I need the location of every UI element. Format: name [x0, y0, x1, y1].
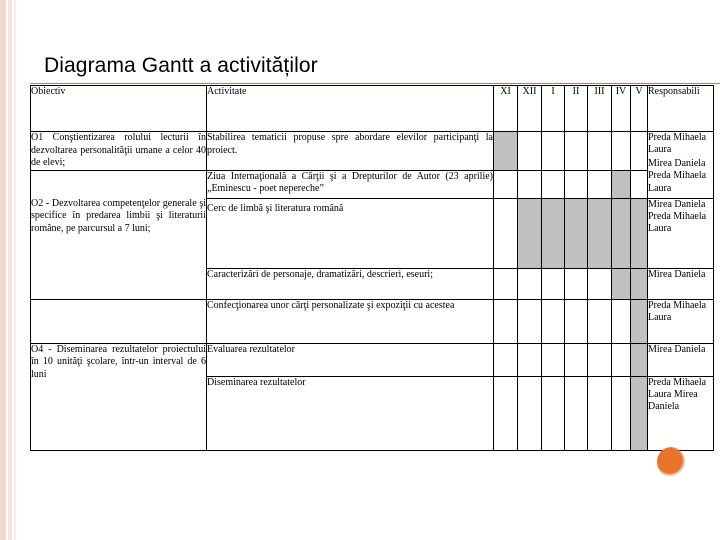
month-cell	[612, 170, 631, 198]
month-cell	[588, 132, 612, 171]
month-cell	[518, 299, 542, 343]
objective-cell-continued	[31, 299, 207, 343]
responsible-cell: Preda Mihaela Laura	[648, 299, 714, 343]
month-cell	[565, 132, 588, 171]
activity-text: Cerc de limbă şi literatura română	[207, 202, 344, 214]
activity-cell: Evaluarea rezultatelor	[207, 343, 494, 376]
month-cell	[631, 268, 648, 299]
activity-cell	[207, 198, 494, 268]
activity-row	[31, 299, 714, 343]
month-cell	[518, 268, 542, 299]
month-cell	[612, 343, 631, 376]
month-cell	[588, 170, 612, 198]
month-cell	[518, 198, 542, 268]
month-cell	[542, 170, 565, 198]
activity-row	[31, 343, 714, 376]
page-title: Diagrama Gantt a activităților	[44, 54, 318, 77]
month-cell	[612, 132, 631, 171]
header-month: V	[631, 86, 648, 132]
month-cell	[542, 376, 565, 450]
month-cell	[588, 376, 612, 450]
objective-text: O2 - Dezvoltarea competenţelor generale şi specifice în predarea limbii şi literaturii române, pe parcursul a 7 luni;	[31, 197, 206, 234]
month-cell	[518, 132, 542, 171]
month-cell	[588, 198, 612, 268]
header-month: IV	[612, 86, 631, 132]
header-responsible: Responsabili	[648, 86, 714, 132]
month-cell	[588, 268, 612, 299]
responsible-cell	[648, 376, 714, 450]
responsible-text: Mirea Daniela Preda Mihaela Laura	[648, 157, 707, 194]
header-month: II	[565, 86, 588, 132]
activity-cell: Confecţionarea unor cărţi personalizate şi expoziţii cu acestea	[207, 299, 494, 343]
month-cell	[565, 376, 588, 450]
objective-cell: O4 - Diseminarea rezultatelor proiectului în 10 unităţi şcolare, într-un interval de 6 luni	[31, 343, 207, 450]
month-cell	[588, 343, 612, 376]
month-cell	[518, 343, 542, 376]
header-month: XII	[518, 86, 542, 132]
activity-cell: Diseminarea rezultatelor	[207, 376, 494, 450]
activity-cell: Caracterizări de personaje, dramatizări, descrieri, eseuri;	[207, 268, 494, 299]
month-cell	[565, 268, 588, 299]
month-cell	[565, 299, 588, 343]
month-cell	[494, 170, 518, 198]
activity-cell: Stabilirea tematicii propuse spre abordare elevilor participanţi la proiect.	[207, 132, 494, 171]
month-cell	[494, 343, 518, 376]
month-cell	[494, 132, 518, 171]
month-cell	[542, 132, 565, 171]
header-objective: Obiectiv	[31, 86, 207, 132]
month-cell	[518, 170, 542, 198]
month-cell	[494, 268, 518, 299]
month-cell	[631, 198, 648, 268]
month-cell	[542, 268, 565, 299]
month-cell	[588, 299, 612, 343]
header-month: I	[542, 86, 565, 132]
header-month: III	[588, 86, 612, 132]
month-cell	[518, 376, 542, 450]
activity-cell: Ziua Internaţională a Cărţii şi a Drepturilor de Autor (23 aprilie) „Eminescu - poet nepereche”	[207, 170, 494, 198]
month-cell	[631, 170, 648, 198]
month-cell	[542, 343, 565, 376]
activity-row	[31, 132, 714, 171]
month-cell	[542, 198, 565, 268]
month-cell	[631, 343, 648, 376]
month-cell	[612, 376, 631, 450]
month-cell	[631, 132, 648, 171]
month-cell	[631, 299, 648, 343]
responsible-text: Preda Mihaela Laura Mirea Daniela	[648, 376, 707, 413]
month-cell	[612, 299, 631, 343]
objective-cell	[31, 170, 207, 299]
header-month: XI	[494, 86, 518, 132]
side-decoration	[0, 0, 20, 540]
responsible-cell: Preda Mihaela Laura Mirea Daniela Preda Mihaela Laura	[648, 132, 714, 199]
highlight-marker	[657, 447, 685, 477]
month-cell	[565, 198, 588, 268]
gantt-table	[30, 85, 714, 451]
month-cell	[565, 170, 588, 198]
responsible-cell: Mirea Daniela Preda Mihaela Laura	[648, 198, 714, 268]
month-cell	[494, 376, 518, 450]
activity-row	[31, 170, 714, 198]
responsible-cell: Mirea Daniela	[648, 268, 714, 299]
title-underline	[30, 83, 720, 84]
month-cell	[612, 268, 631, 299]
objective-cell: O1 Conştientizarea rolului lecturii în dezvoltarea personalităţii umane a celor 40 de elevi;	[31, 132, 206, 168]
month-cell	[631, 376, 648, 450]
month-cell	[612, 198, 631, 268]
month-cell	[565, 343, 588, 376]
responsible-cell: Mirea Daniela	[648, 343, 714, 376]
month-cell	[542, 299, 565, 343]
month-cell	[494, 299, 518, 343]
header-activity: Activitate	[207, 86, 494, 132]
header-row	[31, 86, 714, 132]
month-cell	[494, 198, 518, 268]
